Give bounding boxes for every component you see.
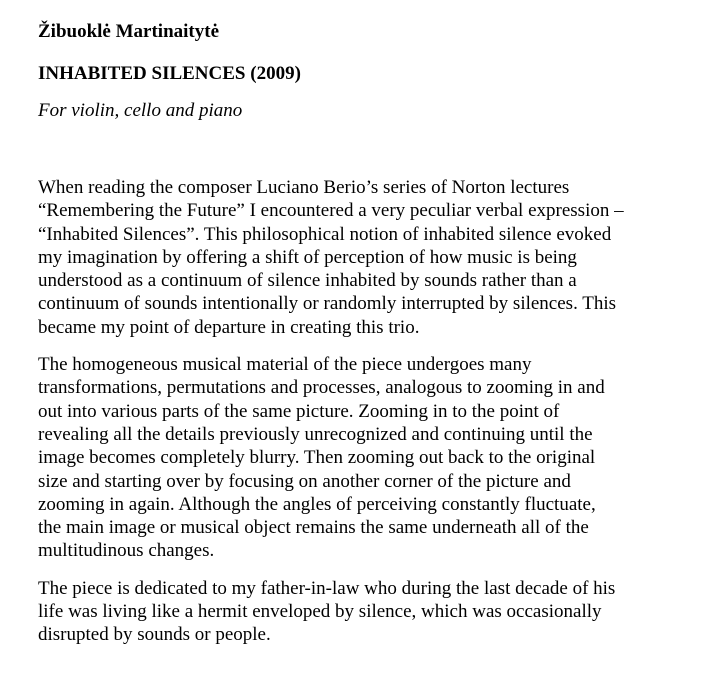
- text-line: disrupted by sounds or people.: [38, 624, 271, 646]
- work-title: INHABITED SILENCES (2009): [38, 63, 301, 84]
- text-line: “Remembering the Future” I encountered a very peculiar verbal expression –: [38, 200, 624, 222]
- text-line: size and starting over by focusing on another corner of the picture and: [38, 470, 571, 492]
- text-line: “Inhabited Silences”. This philosophical notion of inhabited silence evoked: [38, 223, 612, 245]
- text-line: out into various parts of the same picture. Zooming in to the point of: [38, 400, 560, 422]
- text-line: When reading the composer Luciano Berio’s series of Norton lectures: [38, 177, 570, 198]
- text-line: The homogeneous musical material of the piece undergoes many: [38, 354, 532, 376]
- text-line: transformations, permutations and processes, analogous to zooming in and: [38, 377, 605, 399]
- text-line: revealing all the details previously unrecognized and continuing until the: [38, 423, 593, 445]
- paragraph-2: [38, 353, 678, 563]
- text-line: understood as a continuum of silence inhabited by sounds rather than a: [38, 270, 577, 292]
- text-line: my imagination by offering a shift of perception of how music is being: [38, 246, 577, 268]
- text-line: multitudinous changes.: [38, 540, 215, 562]
- text-line: image becomes completely blurry. Then zooming out back to the original: [38, 447, 596, 469]
- text-line: the main image or musical object remains the same underneath all of the: [38, 517, 589, 539]
- text-line: The piece is dedicated to my father-in-law who during the last decade of his: [38, 577, 616, 599]
- program-note-body: [38, 176, 678, 661]
- paragraph-1: [38, 176, 678, 339]
- paragraph-3: [38, 577, 678, 647]
- instrumentation: For violin, cello and piano: [38, 100, 243, 121]
- text-line: continuum of sounds intentionally or randomly interrupted by silences. This: [38, 293, 617, 315]
- text-line: zooming in again. Although the angles of perceiving constantly fluctuate,: [38, 493, 596, 515]
- composer-name: Žibuoklė Martinaitytė: [38, 21, 220, 42]
- text-line: life was living like a hermit enveloped by silence, which was occasionally: [38, 601, 602, 623]
- text-line: became my point of departure in creating this trio.: [38, 316, 420, 338]
